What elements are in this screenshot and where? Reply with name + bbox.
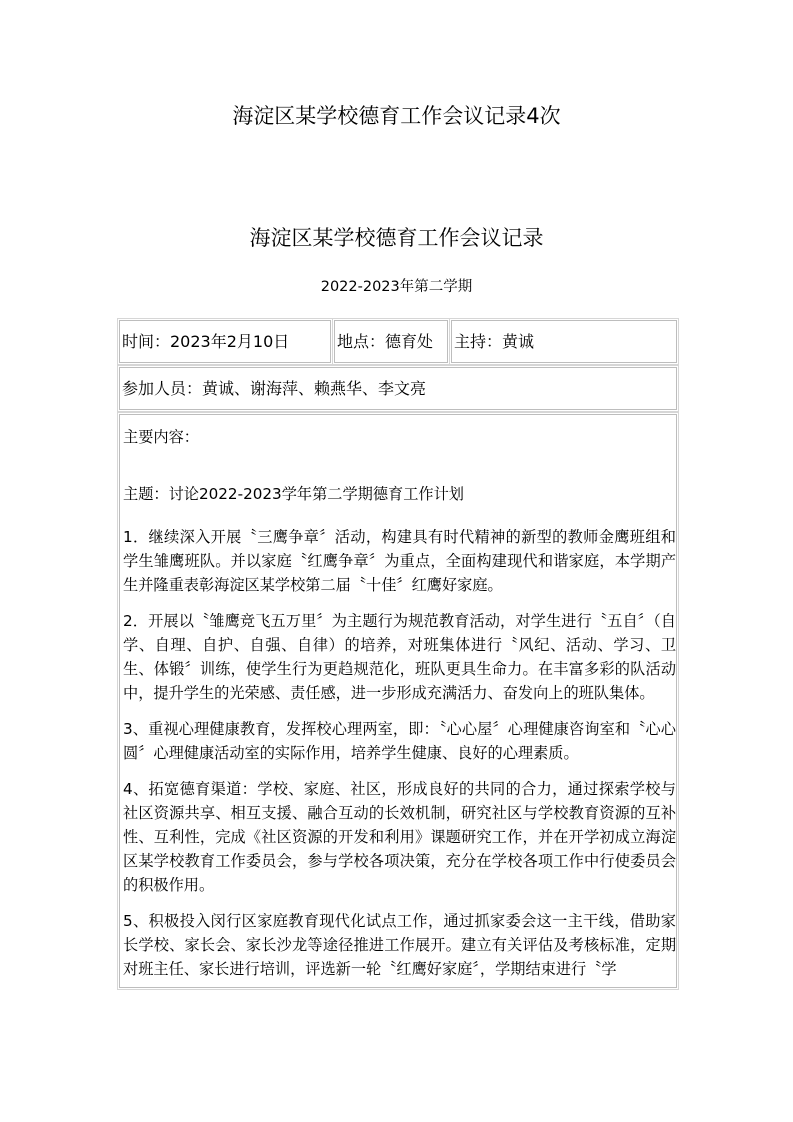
semester-label: 2022-2023年第二学期 bbox=[320, 279, 473, 295]
record-title: 海淀区某学校德育工作会议记录 bbox=[249, 226, 544, 250]
meeting-time: 时间：2023年2月10日 bbox=[122, 332, 290, 351]
document-title: 海淀区某学校德育工作会议记录4次 bbox=[232, 104, 561, 128]
main-content-cell bbox=[119, 414, 677, 988]
meeting-participants: 参加人员：黄诚、谢海萍、赖燕华、李文亮 bbox=[122, 379, 427, 398]
meeting-host: 主持：黄诚 bbox=[454, 332, 535, 351]
content-item-5: 5、积极投入闵行区家庭教育现代化试点工作，通过抓家委会这一主干线，借助家长学校、家长会、家长沙龙等途径推进工作展开。建立有关评估及考核标准，定期对班主任、家长进行培训，评选新一轮〝红鹰好家庭〞，学期结束进行〝学 bbox=[123, 912, 676, 978]
content-item-4: 4、拓宽德育渠道：学校、家庭、社区，形成良好的共同的合力，通过探索学校与社区资源共享、相互支援、融合互动的长效机制，研究社区与学校教育资源的互补性、互利性，完成《社区资源的开发和利用》课题研究工作，并在开学初成立海淀区某学校教育工作委员会，参与学校各项决策，充分在学校各项工作中行使委员会的积极作用。 bbox=[123, 780, 676, 894]
content-item-3: 3、重视心理健康教育，发挥校心理两室，即：〝心心屋〞心理健康咨询室和〝心心圆〞心理健康活动室的实际作用，培养学生健康、良好的心理素质。 bbox=[123, 720, 676, 762]
main-content-label: 主要内容： bbox=[123, 428, 199, 446]
content-item-2: 2．开展以〝雏鹰竞飞五万里〞为主题行为规范教育活动，对学生进行〝五自〞（自学、自理、自护、自强、自律）的培养，对班集体进行〝风纪、活动、学习、卫生、体锻〞训练，使学生行为更趋规范化，班队更具生命力。在丰富多彩的队活动中，提升学生的光荣感、责任感，进一步形成充满活力、奋发向上的班队集体。 bbox=[123, 612, 676, 702]
place-cell bbox=[334, 320, 448, 363]
content-item-1: 1．继续深入开展〝三鹰争章〞活动，构建具有时代精神的新型的教师金鹰班组和学生雏鹰班队。并以家庭〝红鹰争章〞为重点，全面构建现代和谐家庭，本学期产生并隆重表彰海淀区某学校第二届〝十佳〞红鹰好家庭。 bbox=[123, 528, 676, 594]
meeting-topic: 主题：讨论2022-2023学年第二学期德育工作计划 bbox=[123, 485, 464, 503]
participants-cell bbox=[119, 367, 677, 410]
host-cell bbox=[451, 320, 677, 363]
time-cell bbox=[119, 320, 331, 363]
meeting-place: 地点：德育处 bbox=[337, 332, 434, 351]
